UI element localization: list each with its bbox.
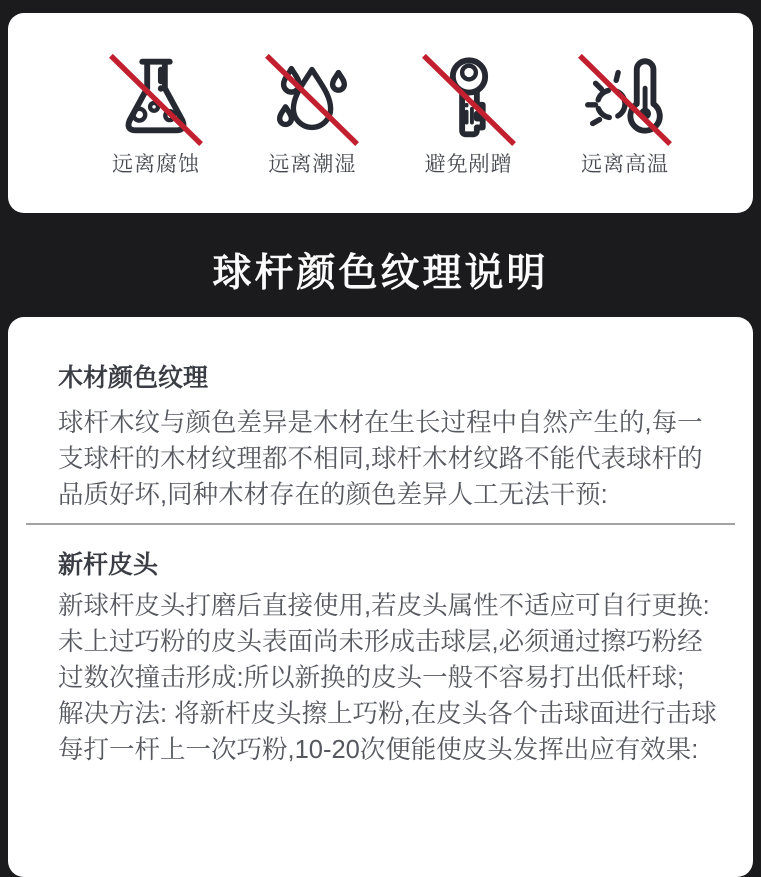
section-divider (26, 523, 735, 525)
section-wood-color (58, 363, 725, 513)
paragraph-line: 未上过巧粉的皮头表面尚未形成击球层,必须通过擦巧粉经 (58, 628, 703, 656)
care-item-corrosion (78, 49, 234, 177)
paragraph-line: 球杆木纹与颜色差异是木材在生长过程中自然产生的,每一 (58, 409, 703, 437)
water-drops-icon (263, 49, 361, 147)
page-title: 球杆颜色纹理说明 (212, 252, 549, 295)
care-card (8, 13, 753, 213)
care-item-moisture (234, 49, 390, 177)
flask-icon (107, 49, 205, 147)
care-item-scratch (391, 49, 547, 177)
paragraph-line: 过数次撞击形成:所以新换的皮头一般不容易打出低杆球; (58, 664, 685, 692)
care-item-heat (547, 49, 703, 177)
care-item-label: 远离腐蚀 (112, 153, 200, 176)
section-heading: 木材颜色纹理 (58, 364, 209, 392)
paragraph-line: 解决方法: 将新杆皮头擦上巧粉,在皮头各个击球面进行击球 (58, 700, 717, 728)
thermometer-icon (576, 49, 674, 147)
info-card (8, 317, 753, 877)
strike-line (424, 56, 514, 144)
paragraph-line: 支球杆的木材纹理都不相同,球杆木材纹路不能代表球杆的 (58, 445, 703, 473)
title-band (0, 213, 761, 317)
section-heading: 新杆皮头 (58, 551, 159, 579)
strike-line (580, 56, 670, 144)
section-cue-tip (58, 550, 725, 768)
care-item-label: 远离潮湿 (268, 153, 357, 176)
paragraph-line: 品质好坏,同种木材存在的颜色差异人工无法干预: (58, 481, 608, 509)
care-item-label: 避免剐蹭 (424, 153, 513, 176)
care-item-label: 远离高温 (580, 153, 669, 176)
paragraph-line: 新球杆皮头打磨后直接使用,若皮头属性不适应可自行更换: (58, 592, 710, 620)
paragraph-line: 每打一杆上一次巧粉,10-20次便能使皮头发挥出应有效果: (58, 736, 699, 764)
key-icon (420, 49, 518, 147)
